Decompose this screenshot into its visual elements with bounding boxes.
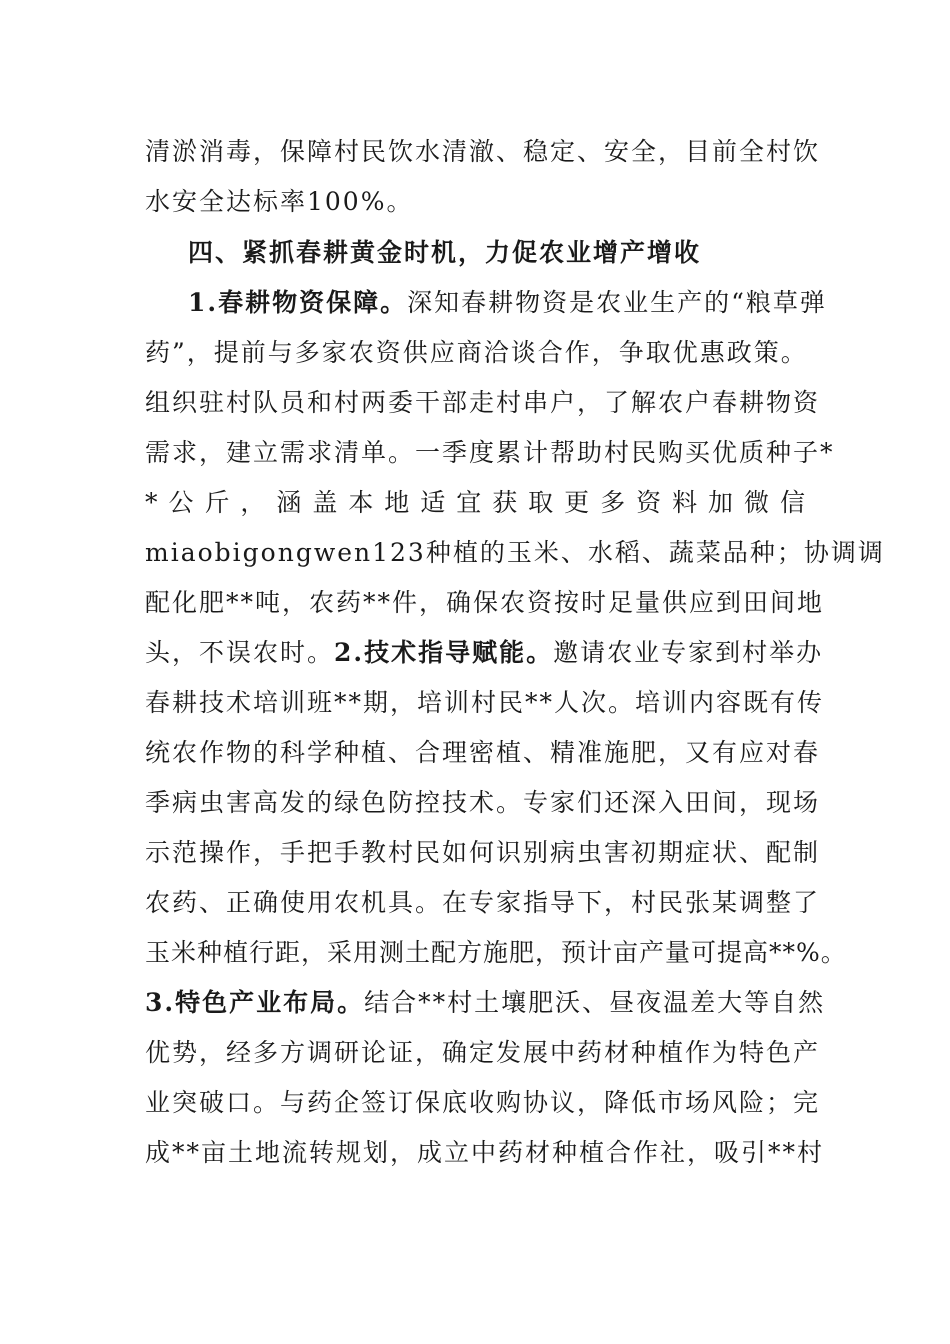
paragraph-line: 配化肥**吨，农药**件，确保农资按时足量供应到田间地 <box>145 588 825 617</box>
paragraph-line: 成**亩土地流转规划，成立中药材种植合作社，吸引**村 <box>145 1138 825 1167</box>
section-heading: 四、紧抓春耕黄金时机，力促农业增产增收 <box>188 238 702 267</box>
paragraph-line <box>145 988 825 1018</box>
paragraph-line <box>145 638 823 668</box>
item-title: 技术指导赋能。 <box>364 638 554 667</box>
paragraph-line: 玉米种植行距，采用测土配方施肥，预计亩产量可提高**%。 <box>145 938 847 967</box>
paragraph-line: 春耕技术培训班**期，培训村民**人次。培训内容既有传 <box>145 688 825 717</box>
paragraph-line: 药”，提前与多家农资供应商洽谈合作，争取优惠政策。 <box>145 338 808 367</box>
item-number: 3. <box>145 988 176 1017</box>
paragraph-line: 需求，建立需求清单。一季度累计帮助村民购买优质种子* <box>145 438 835 467</box>
paragraph-line <box>188 288 827 318</box>
paragraph-line: 清淤消毒，保障村民饮水清澈、稳定、安全，目前全村饮 <box>145 137 821 166</box>
paragraph-line: 优势，经多方调研论证，确定发展中药材种植作为特色产 <box>145 1038 821 1067</box>
item-number: 2. <box>334 638 365 667</box>
paragraph-line: 组织驻村队员和村两委干部走村串户，了解农户春耕物资 <box>145 388 821 417</box>
item-title: 特色产业布局。 <box>175 988 365 1017</box>
item-text: 结合**村土壤肥沃、昼夜温差大等自然 <box>364 988 826 1017</box>
paragraph-line: 示范操作，手把手教村民如何识别病虫害初期症状、配制 <box>145 838 821 867</box>
item-text: 头，不误农时。 <box>145 638 335 667</box>
paragraph-line: 季病虫害高发的绿色防控技术。专家们还深入田间，现场 <box>145 788 821 817</box>
paragraph-line: 业突破口。与药企签订保底收购协议，降低市场风险；完 <box>145 1088 821 1117</box>
paragraph-line: 水安全达标率100%。 <box>145 187 414 216</box>
paragraph-line: 统农作物的科学种植、合理密植、精准施肥，又有应对春 <box>145 738 821 767</box>
paragraph-line: 农药、正确使用农机具。在专家指导下，村民张某调整了 <box>145 888 821 917</box>
item-text: 深知春耕物资是农业生产的“粮草弹 <box>407 288 827 317</box>
paragraph-line: *公斤，涵盖本地适宜获取更多资料加微信 <box>145 488 805 517</box>
item-text: 邀请农业专家到村举办 <box>553 638 824 667</box>
item-number: 1. <box>188 288 219 317</box>
item-title: 春耕物资保障。 <box>218 288 408 317</box>
paragraph-line: miaobigongwen123种植的玉米、水稻、蔬菜品种；协调调 <box>145 538 885 567</box>
